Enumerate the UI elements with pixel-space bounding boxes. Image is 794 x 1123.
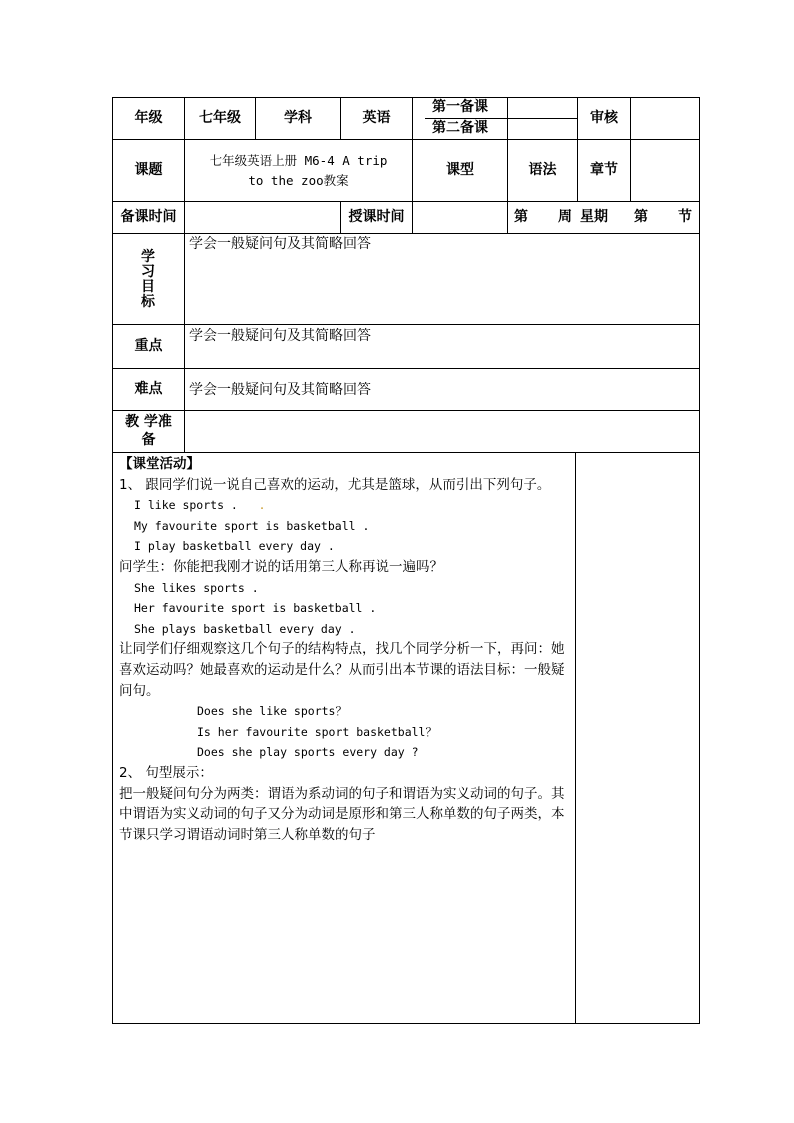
rule-prep-bottom [112,452,700,453]
teach-time-label: 授课时间 [348,208,405,225]
goals-text: 学会一般疑问句及其简略回答 [189,236,371,252]
activity-explain: 把一般疑问句分为两类：谓语为系动词的句子和谓语为实义动词的句子。其中谓语为实义动词的句子又分为动词是原形和第三人称单数的句子两类，本节课只学习谓语动词时第三人称单数的句子 [119,785,565,843]
rule-left [112,97,113,1024]
prep1-label: 第一备课 [432,99,488,116]
key-points-text: 学会一般疑问句及其简略回答 [189,328,371,344]
rule-bottom [112,1023,700,1024]
week-xingqi: 星期 [580,208,608,225]
key-points-label: 重点 [134,337,163,354]
goals-label-char: 习 [141,264,155,280]
rule-r1-g [630,97,631,140]
rule-r3-d [507,201,508,234]
sentence-i-like [119,495,574,516]
preparation-label-line-1: 教 学准 [125,414,172,430]
week-di: 第 [514,208,528,225]
question-does-she-like: Does she like sports？ [197,704,347,719]
goals-label-char: 目 [141,279,155,295]
topic-line-2: to the zoo教案 [248,172,349,188]
rule-label-col [184,233,185,453]
activity-step-1: 1、 跟同学们说一说自己喜欢的运动，尤其是篮球，从而引出下列句子。 [119,476,551,493]
grade-label: 年级 [134,109,163,126]
classroom-activity [119,454,574,845]
chapter-label: 章节 [590,161,618,178]
sentence-she-plays: She plays basketball every day . [134,621,356,636]
preparation-label-line-2: 备 [141,431,156,448]
rule-r3-a [184,201,185,234]
rule-key-bottom [112,368,700,369]
topic-line-1: 七年级英语上册 M6-4 A trip [209,152,388,168]
difficulties-label: 难点 [134,380,163,397]
rule-activity-split [575,452,576,1024]
period-di: 第 [634,208,648,225]
stray-mark: . [259,497,265,514]
type-value: 语法 [528,161,557,178]
subject-value: 英语 [362,109,391,126]
period-jie: 节 [678,208,692,225]
goals-label-char: 标 [141,294,155,310]
review-label: 审核 [590,109,618,126]
rule-r2-e [630,139,631,202]
rule-r1-e [507,97,508,140]
rule-goals-bottom [112,324,700,325]
grade-value: 七年级 [199,109,241,126]
difficulties-text: 学会一般疑问句及其简略回答 [189,382,371,398]
topic-label: 课题 [134,161,163,178]
prep2-label: 第二备课 [432,120,488,137]
activity-title: 【课堂活动】 [119,456,200,472]
week-zhou: 周 [558,208,572,225]
rule-right [699,97,700,1024]
rule-diff-bottom [112,410,700,411]
sentence-my-favourite: My favourite sport is basketball . [134,518,370,533]
sentence-i-play: I play basketball every day . [134,539,335,554]
sentence-she-likes: She likes sports . [134,580,259,595]
type-label: 课型 [446,161,474,178]
topic-value [185,140,412,201]
rule-row3-bottom [112,233,700,234]
question-is-her-favourite: Is her favourite sport basketball？ [197,724,437,739]
goals-label [138,250,158,310]
sentence-her-favourite: Her favourite sport is basketball . [134,601,377,616]
subject-label: 学科 [284,109,312,126]
goals-label-char: 学 [141,249,155,265]
preparation-label [113,411,184,452]
prep-time-label: 备课时间 [120,208,177,225]
question-does-she-play: Does she play sports every day ? [197,745,419,760]
activity-question: 问学生：你能把我刚才说的话用第三人称再说一遍吗？ [119,558,443,575]
activity-step-2: 2、 句型展示： [119,764,213,781]
rule-r3-c [412,201,413,234]
sentence-text: I like sports . [134,498,238,513]
activity-observe: 让同学们仔细观察这几个句子的结构特点，找几个同学分析一下，再问：她喜欢运动吗？她最喜欢的运动是什么？从而引出本节课的语法目标：一般疑问句。 [119,641,565,699]
